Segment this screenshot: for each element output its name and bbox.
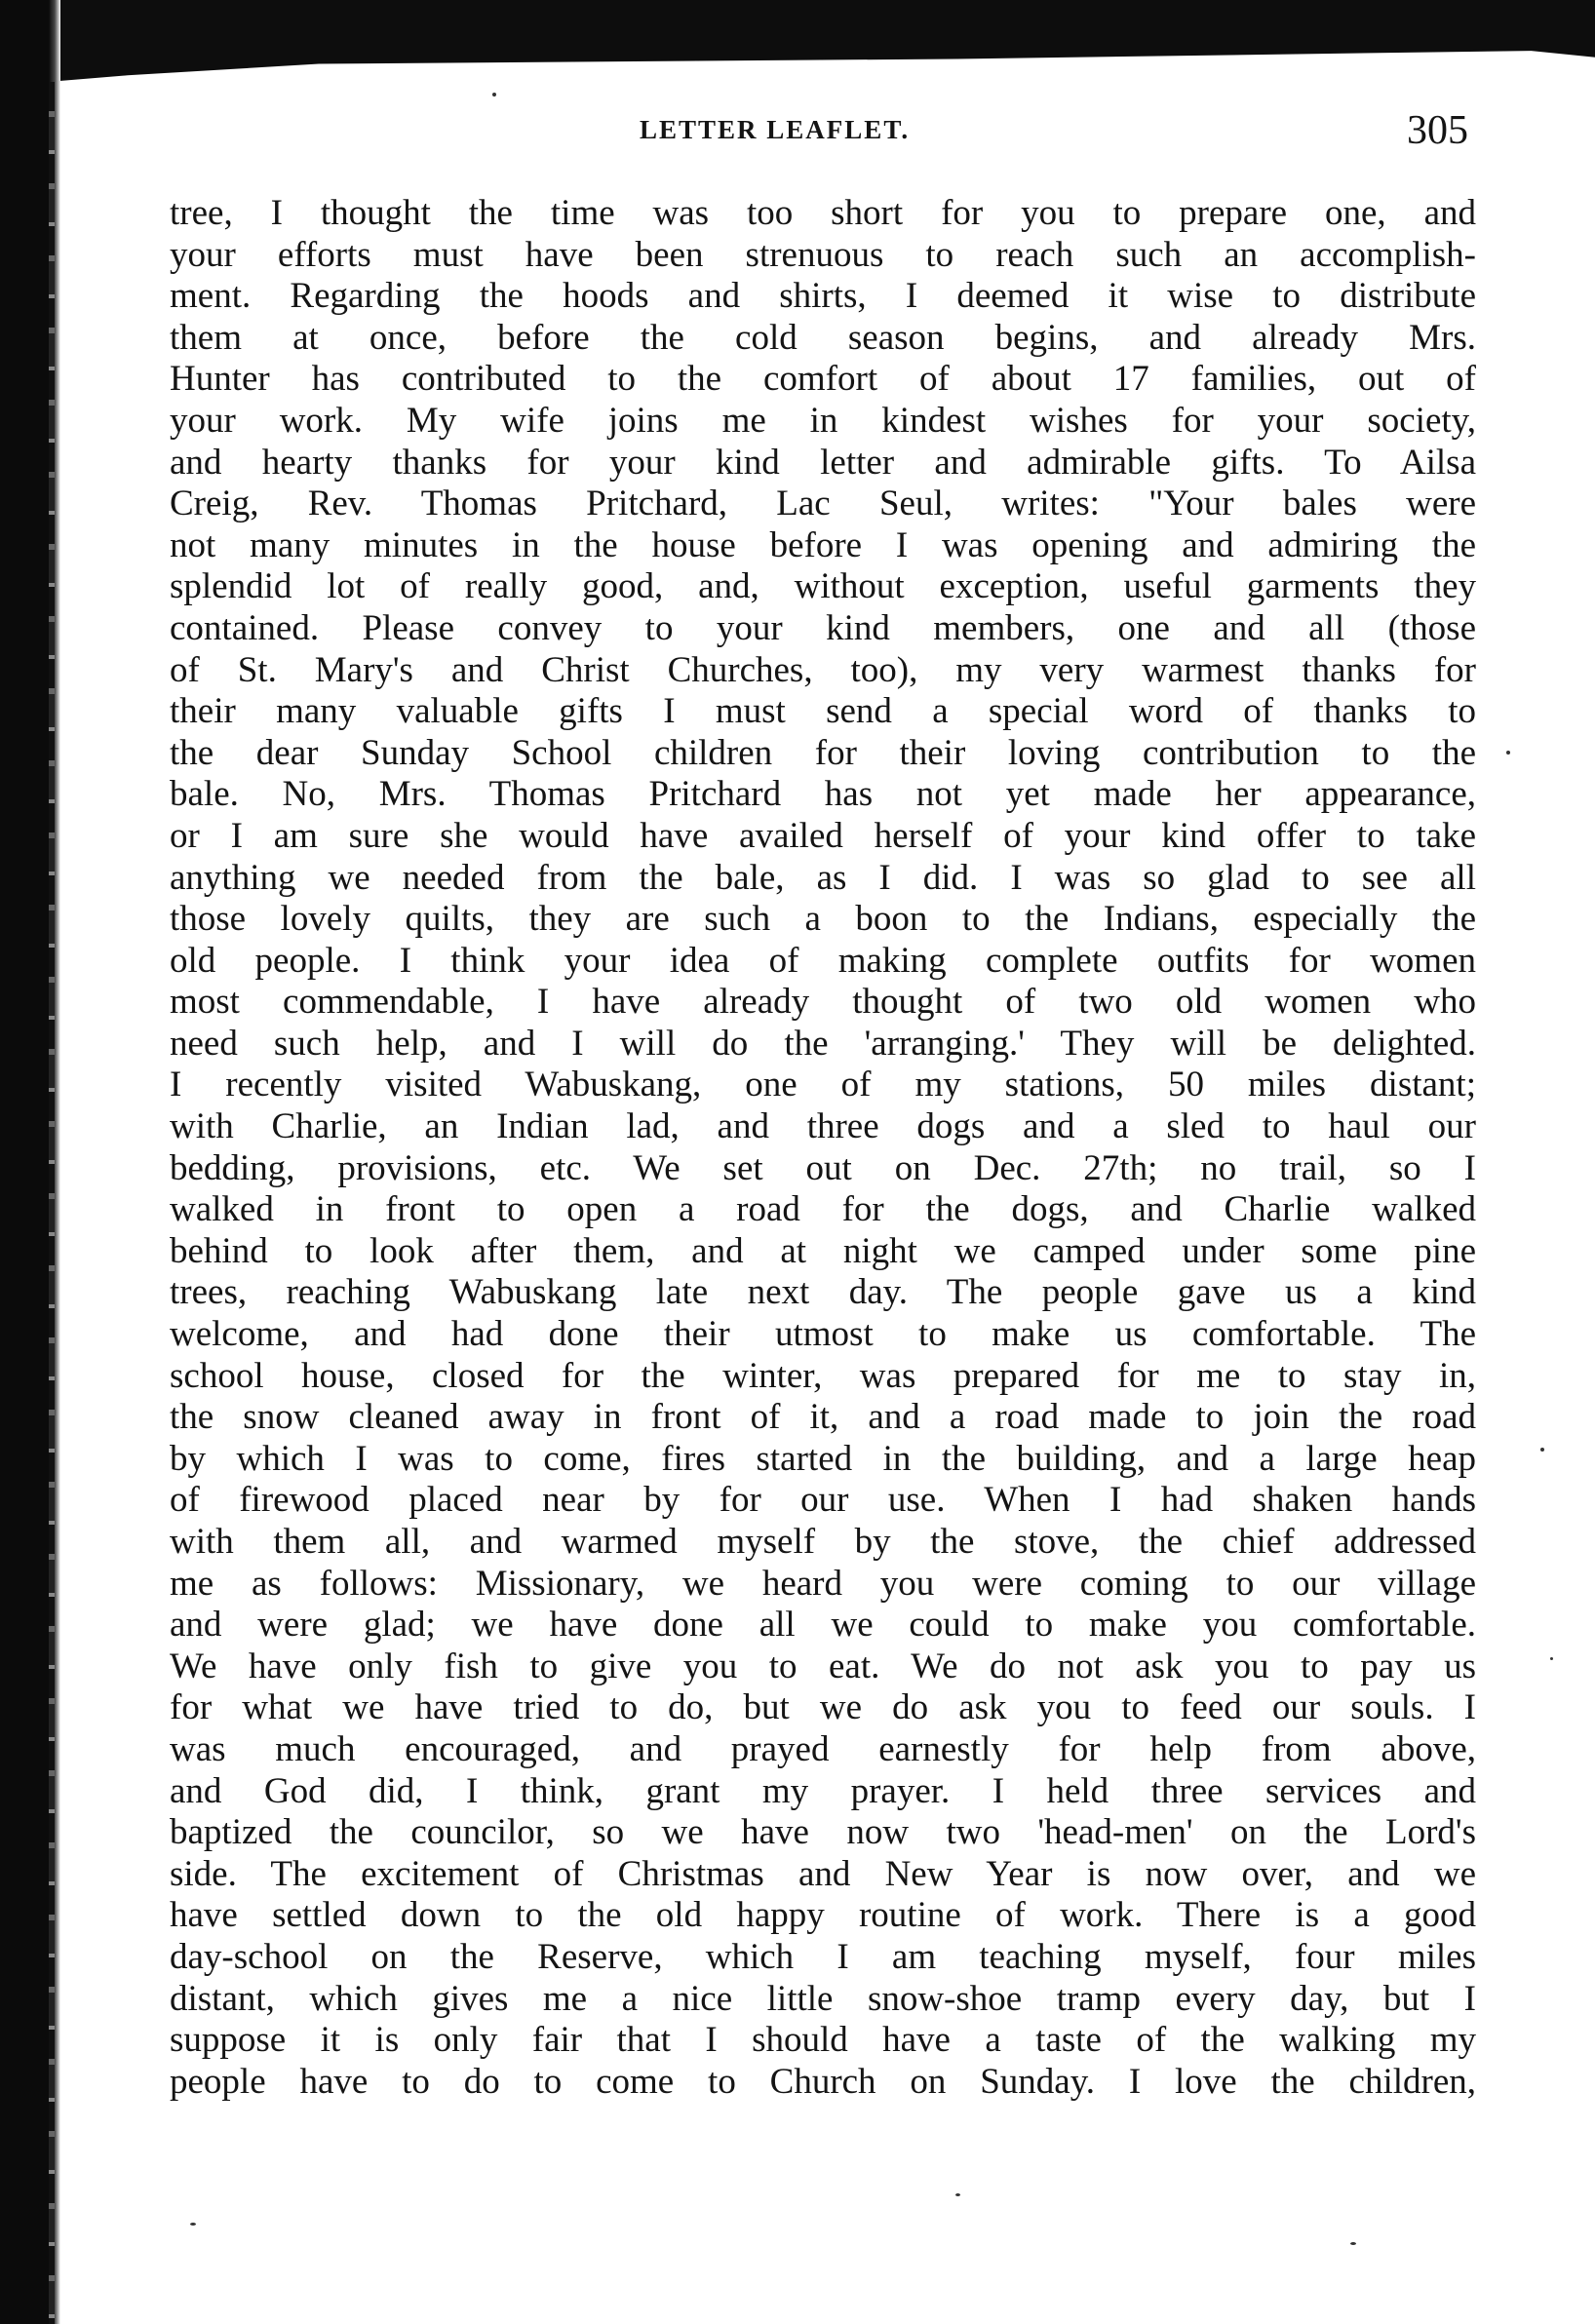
text-line: your efforts must have been strenuous to reach such an accomplish- [170, 234, 1476, 275]
text-line: Creig, Rev. Thomas Pritchard, Lac Seul, writes: "Your bales were [170, 484, 1476, 524]
text-line: contained. Please convey to your kind members, one and all (those [170, 607, 1476, 648]
text-line: behind to look after them, and at night we camped under some pine [170, 1230, 1476, 1271]
text-line: bale. No, Mrs. Thomas Pritchard has not yet made her appearance, [170, 774, 1476, 815]
text-line: and were glad; we have done all we could to make you comfortable. [170, 1605, 1476, 1646]
scan-speck [492, 93, 496, 97]
text-line: by which I was to come, fires started in the building, and a large heap [170, 1438, 1476, 1479]
text-line: of St. Mary's and Christ Churches, too), my very warmest thanks for [170, 649, 1476, 690]
text-line: splendid lot of really good, and, without exception, useful garments they [170, 566, 1476, 607]
text-line: for what we have tried to do, but we do ask you to feed our souls. I [170, 1687, 1476, 1728]
text-line: most commendable, I have already thought of two old women who [170, 982, 1476, 1023]
scan-speck [190, 2223, 196, 2226]
text-line: the dear Sunday School children for their loving contribution to the [170, 732, 1476, 773]
text-line: anything we needed from the bale, as I did. I was so glad to see all [170, 857, 1476, 898]
scan-speck [1350, 2242, 1356, 2245]
text-line: and hearty thanks for your kind letter and admirable gifts. To Ailsa [170, 442, 1476, 483]
text-line: trees, reaching Wabuskang late next day. The people gave us a kind [170, 1272, 1476, 1313]
text-line: not many minutes in the house before I was opening and admiring the [170, 524, 1476, 565]
scan-speck [1550, 1657, 1553, 1660]
text-line: walked in front to open a road for the dogs, and Charlie walked [170, 1189, 1476, 1230]
scan-speck [1540, 1448, 1544, 1452]
text-line: suppose it is only fair that I should have a taste of the walking my [170, 2020, 1476, 2061]
running-head [172, 108, 1468, 160]
text-line: baptized the councilor, so we have now two 'head-men' on the Lord's [170, 1812, 1476, 1853]
text-line: with them all, and warmed myself by the stove, the chief addressed [170, 1522, 1476, 1562]
text-line: bedding, provisions, etc. We set out on Dec. 27th; no trail, so I [170, 1147, 1476, 1188]
text-line: have settled down to the old happy routine of work. There is a good [170, 1895, 1476, 1936]
scan-speck [955, 2193, 960, 2196]
text-line: need such help, and I will do the 'arranging.' They will be delighted. [170, 1023, 1476, 1064]
text-line: old people. I think your idea of making complete outfits for women [170, 940, 1476, 981]
text-line: distant, which gives me a nice little snow-shoe tramp every day, but I [170, 1978, 1476, 2019]
text-line: people have to do to come to Church on Sunday. I love the children, [170, 2061, 1476, 2102]
text-line: those lovely quilts, they are such a boon to the Indians, especially the [170, 899, 1476, 940]
text-line: the snow cleaned away in front of it, and a road made to join the road [170, 1397, 1476, 1438]
text-line: and God did, I think, grant my prayer. I held three services and [170, 1770, 1476, 1811]
text-line: welcome, and had done their utmost to make us comfortable. The [170, 1314, 1476, 1355]
text-line: their many valuable gifts I must send a special word of thanks to [170, 691, 1476, 732]
text-line: school house, closed for the winter, was prepared for me to stay in, [170, 1355, 1476, 1396]
text-line: I recently visited Wabuskang, one of my stations, 50 miles distant; [170, 1065, 1476, 1105]
text-line: with Charlie, an Indian lad, and three dogs and a sled to haul our [170, 1106, 1476, 1147]
running-title: LETTER LEAFLET. [640, 115, 911, 144]
text-line: of firewood placed near by for our use. When I had shaken hands [170, 1480, 1476, 1521]
text-line: them at once, before the cold season begins, and already Mrs. [170, 317, 1476, 358]
text-line: me as follows: Missionary, we heard you were coming to our village [170, 1563, 1476, 1604]
text-line: or I am sure she would have availed herself of your kind offer to take [170, 815, 1476, 856]
letter-body [170, 193, 1476, 2103]
text-line: Hunter has contributed to the comfort of about 17 families, out of [170, 359, 1476, 400]
text-line: day-school on the Reserve, which I am teaching myself, four miles [170, 1936, 1476, 1977]
text-line: tree, I thought the time was too short for you to prepare one, and [170, 193, 1476, 233]
scan-binding-edge [49, 82, 55, 2324]
text-line: ment. Regarding the hoods and shirts, I deemed it wise to distribute [170, 276, 1476, 317]
scan-top-border [0, 0, 1595, 82]
text-line: was much encouraged, and prayed earnestly for help from above, [170, 1728, 1476, 1769]
text-line: We have only fish to give you to eat. We do not ask you to pay us [170, 1646, 1476, 1686]
text-line: side. The excitement of Christmas and New Year is now over, and we [170, 1853, 1476, 1894]
page-number: 305 [1407, 108, 1468, 153]
scan-speck [1506, 751, 1510, 755]
text-line: your work. My wife joins me in kindest wishes for your society, [170, 400, 1476, 441]
